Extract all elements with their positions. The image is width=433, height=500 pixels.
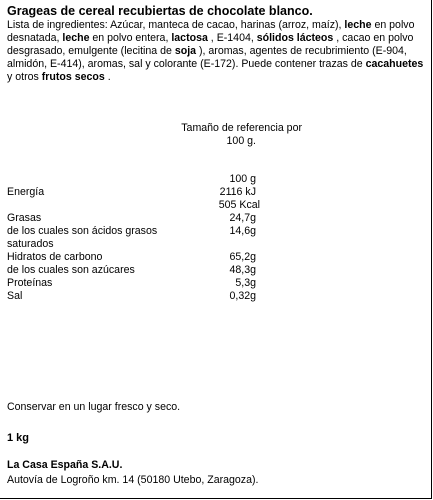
saturated-value: 14,6g xyxy=(229,225,256,237)
allergen-text: lactosa xyxy=(171,31,208,44)
company-address: Autovía de Logroño km. 14 (50180 Utebo, Zaragoza). xyxy=(7,474,259,486)
storage-instructions: Conservar en un lugar fresco y seco. xyxy=(7,401,181,413)
company-name: La Casa España S.A.U. xyxy=(7,459,123,471)
energy-label: Energía xyxy=(7,186,45,198)
allergen-text: leche xyxy=(62,31,90,44)
energy-kcal-value: 505 Kcal xyxy=(218,199,260,211)
carbs-label: Hidratos de carbono xyxy=(7,251,103,263)
salt-label: Sal xyxy=(7,290,23,302)
saturated-label-line2: saturados xyxy=(7,238,54,250)
allergen-text: sólidos lácteos xyxy=(256,31,334,44)
allergen-text: cacahuetes xyxy=(365,57,424,70)
net-weight: 1 kg xyxy=(7,432,30,444)
ingredient-text: y otros xyxy=(7,70,42,83)
column-header: 100 g xyxy=(229,173,256,185)
energy-kj-value: 2116 kJ xyxy=(219,186,256,198)
fat-value: 24,7g xyxy=(229,212,256,224)
sugars-value: 48,3g xyxy=(229,264,256,276)
allergen-text: soja xyxy=(174,44,197,57)
ingredient-text: Lista de ingredientes: Azúcar, manteca de cacao, harinas (arroz, maíz), xyxy=(7,19,345,31)
protein-label: Proteínas xyxy=(7,277,53,289)
product-title: Grageas de cereal recubiertas de chocolate blanco. xyxy=(7,4,313,18)
ingredients-list xyxy=(7,19,425,84)
ingredient-text: en polvo entera, xyxy=(89,31,172,44)
sugars-label: de los cuales son azúcares xyxy=(7,264,135,276)
carbs-value: 65,2g xyxy=(229,251,256,263)
salt-value: 0,32g xyxy=(229,290,256,302)
allergen-text: frutos secos xyxy=(41,70,105,83)
saturated-label-line1: de los cuales son ácidos grasos xyxy=(7,225,158,237)
fat-label: Grasas xyxy=(7,212,42,224)
protein-value: 5,3g xyxy=(235,277,256,289)
allergen-text: leche xyxy=(344,19,372,31)
reference-size-line2: 100 g. xyxy=(226,135,256,147)
reference-size-line1: Tamaño de referencia por xyxy=(181,122,302,134)
ingredient-text: . xyxy=(104,70,111,83)
ingredient-text: , E-1404, xyxy=(207,31,257,44)
ingredient-text: ), aromas, agentes de recubrimiento (E-904, almidón, E-414), aromas, sal y colorante (E-172). Puede contener trazas de xyxy=(7,44,407,70)
ingredient-text: en polvo desnatada, xyxy=(7,19,415,44)
ingredient-text: , cacao en polvo desgrasado, emulgente (lecitina de xyxy=(7,31,414,57)
